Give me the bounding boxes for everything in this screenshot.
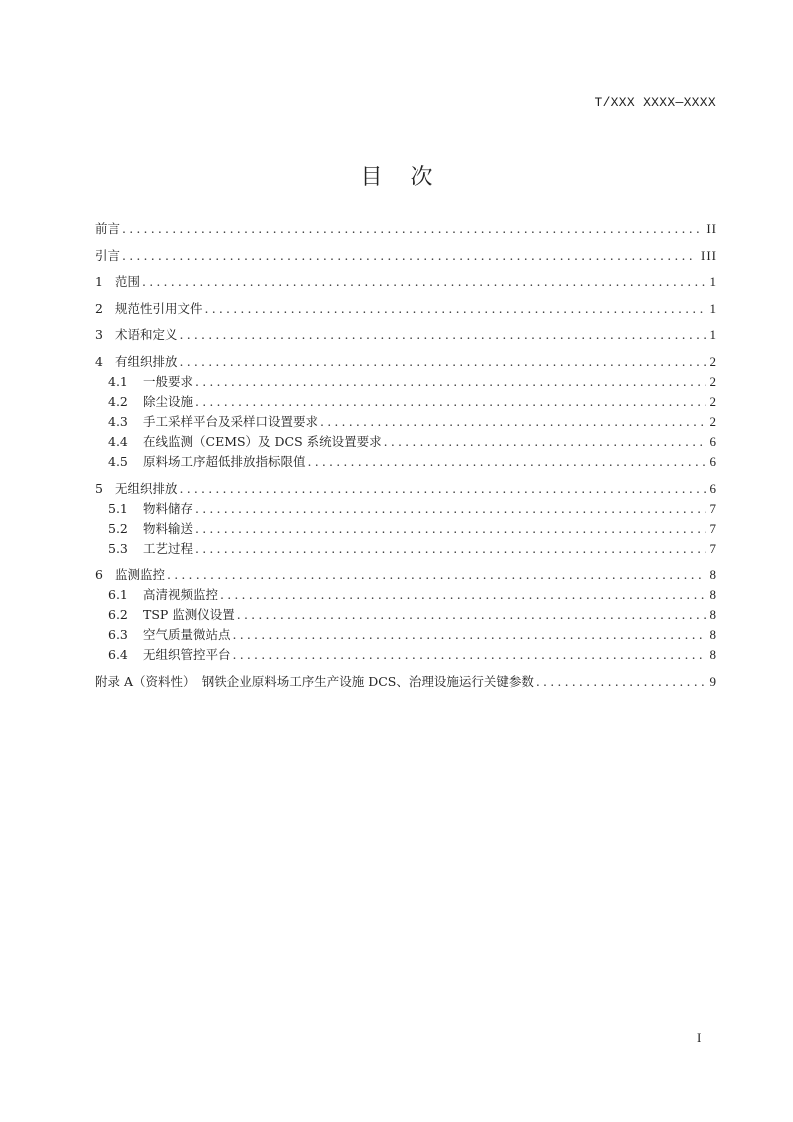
document-number: T/XXX XXXX—XXXX bbox=[594, 95, 716, 110]
toc-entry-page: 6 bbox=[709, 433, 717, 449]
table-of-contents bbox=[95, 219, 717, 692]
toc-entry-label: 物料储存 bbox=[143, 500, 194, 516]
toc-entry-label: 无组织排放 bbox=[115, 480, 178, 496]
toc-entry[interactable] bbox=[95, 372, 717, 392]
toc-entry-page: 2 bbox=[709, 353, 717, 369]
toc-entry-page: 7 bbox=[709, 500, 717, 516]
toc-entry-label: 除尘设施 bbox=[143, 393, 194, 409]
toc-entry-label: 物料输送 bbox=[143, 520, 194, 536]
dot-leader bbox=[180, 479, 706, 499]
toc-entry-number: 6 bbox=[95, 567, 103, 583]
toc-entry-label: 范围 bbox=[115, 274, 141, 290]
toc-entry-label: 附录 A（资料性） 钢铁企业原料场工序生产设施 DCS、治理设施运行关键参数 bbox=[95, 673, 534, 689]
toc-entry-page: 2 bbox=[709, 373, 717, 389]
toc-entry-label: 无组织管控平台 bbox=[143, 647, 231, 663]
dot-leader bbox=[233, 625, 706, 645]
toc-entry-label: 原料场工序超低排放指标限值 bbox=[143, 453, 306, 469]
toc-entry[interactable] bbox=[95, 605, 717, 625]
toc-entry-number: 4.4 bbox=[108, 433, 128, 449]
toc-entry-page: 8 bbox=[709, 647, 717, 663]
dot-leader bbox=[180, 325, 706, 345]
toc-entry[interactable] bbox=[95, 585, 717, 605]
toc-entry-page: 7 bbox=[709, 520, 717, 536]
toc-entry-page: 8 bbox=[709, 627, 717, 643]
dot-leader bbox=[308, 452, 706, 472]
toc-entry-number: 4.3 bbox=[108, 413, 128, 429]
dot-leader bbox=[220, 585, 705, 605]
page-title bbox=[0, 160, 793, 191]
dot-leader bbox=[167, 565, 705, 585]
toc-entry-label: 空气质量微站点 bbox=[143, 627, 231, 643]
toc-entry-number: 6.2 bbox=[108, 607, 128, 623]
toc-entry-number: 6.3 bbox=[108, 627, 128, 643]
dot-leader bbox=[195, 539, 705, 559]
toc-entry[interactable] bbox=[95, 392, 717, 412]
title-char: 次 bbox=[410, 165, 433, 190]
toc-entry-number: 4.5 bbox=[108, 453, 128, 469]
toc-entry-number: 5.1 bbox=[108, 500, 128, 516]
toc-entry-page: 1 bbox=[709, 274, 717, 290]
toc-entry-label: 前言 bbox=[95, 221, 121, 236]
toc-entry[interactable] bbox=[95, 352, 717, 372]
dot-leader bbox=[384, 432, 706, 452]
dot-leader bbox=[195, 392, 705, 412]
toc-entry-label: 高清视频监控 bbox=[143, 587, 219, 603]
toc-entry-label: TSP 监测仪设置 bbox=[143, 607, 235, 623]
toc-entry-label: 引言 bbox=[95, 247, 121, 263]
toc-entry-page: II bbox=[706, 221, 717, 236]
toc-entry-number: 4.1 bbox=[108, 373, 128, 389]
title-char: 目 bbox=[360, 165, 383, 190]
toc-entry[interactable] bbox=[95, 499, 717, 519]
toc-entry-number: 2 bbox=[95, 300, 103, 316]
dot-leader bbox=[195, 372, 705, 392]
toc-entry[interactable] bbox=[95, 519, 717, 539]
toc-entry[interactable] bbox=[95, 565, 717, 585]
toc-entry-label: 有组织排放 bbox=[115, 353, 178, 369]
toc-entry-number: 5.3 bbox=[108, 540, 128, 556]
dot-leader bbox=[205, 299, 706, 319]
dot-leader bbox=[195, 519, 705, 539]
toc-entry-label: 工艺过程 bbox=[143, 540, 194, 556]
toc-entry-page: 2 bbox=[709, 393, 717, 409]
toc-entry-number: 6.1 bbox=[108, 587, 128, 603]
toc-entry[interactable] bbox=[95, 219, 717, 239]
toc-entry[interactable] bbox=[95, 272, 717, 292]
toc-entry-number: 3 bbox=[95, 327, 103, 343]
toc-entry-page: 7 bbox=[709, 540, 717, 556]
toc-entry-number: 5 bbox=[95, 480, 103, 496]
toc-entry-number: 5.2 bbox=[108, 520, 128, 536]
toc-entry[interactable] bbox=[95, 325, 717, 345]
toc-entry-page: 1 bbox=[709, 327, 717, 343]
toc-entry-page: 6 bbox=[709, 480, 717, 496]
toc-entry[interactable] bbox=[95, 452, 717, 472]
dot-leader bbox=[142, 272, 705, 292]
toc-entry-page: 8 bbox=[709, 587, 717, 603]
toc-entry-page: 1 bbox=[709, 300, 717, 316]
toc-entry-page: 8 bbox=[709, 567, 717, 583]
dot-leader bbox=[536, 672, 706, 692]
toc-entry-label: 规范性引用文件 bbox=[115, 300, 203, 316]
toc-entry[interactable] bbox=[95, 479, 717, 499]
toc-entry[interactable] bbox=[95, 645, 717, 665]
toc-entry-number: 4.2 bbox=[108, 393, 128, 409]
toc-entry-page: 2 bbox=[709, 413, 717, 429]
page-number: I bbox=[697, 1030, 702, 1045]
toc-entry[interactable] bbox=[95, 539, 717, 559]
dot-leader bbox=[122, 246, 697, 266]
toc-entry[interactable] bbox=[95, 432, 717, 452]
dot-leader bbox=[195, 499, 705, 519]
toc-entry[interactable] bbox=[95, 246, 717, 266]
toc-entry-label: 监测监控 bbox=[115, 567, 166, 583]
toc-entry-label: 手工采样平台及采样口设置要求 bbox=[143, 413, 319, 429]
toc-entry-label: 在线监测（CEMS）及 DCS 系统设置要求 bbox=[143, 433, 382, 449]
toc-entry-number: 6.4 bbox=[108, 647, 128, 663]
dot-leader bbox=[233, 645, 706, 665]
dot-leader bbox=[180, 352, 706, 372]
toc-entry-page: 8 bbox=[709, 607, 717, 623]
toc-entry-page: III bbox=[701, 247, 717, 263]
toc-entry-page: 6 bbox=[709, 453, 717, 469]
toc-entry-number: 4 bbox=[95, 353, 103, 369]
toc-entry-number: 1 bbox=[95, 274, 103, 290]
toc-entry-label: 一般要求 bbox=[143, 373, 194, 389]
dot-leader bbox=[122, 219, 702, 239]
dot-leader bbox=[320, 412, 705, 432]
toc-entry-label: 术语和定义 bbox=[115, 327, 178, 343]
toc-entry[interactable] bbox=[95, 672, 717, 692]
toc-entry[interactable] bbox=[95, 299, 717, 319]
toc-entry-page: 9 bbox=[709, 673, 717, 689]
dot-leader bbox=[237, 605, 706, 625]
toc-entry[interactable] bbox=[95, 625, 717, 645]
toc-entry[interactable] bbox=[95, 412, 717, 432]
